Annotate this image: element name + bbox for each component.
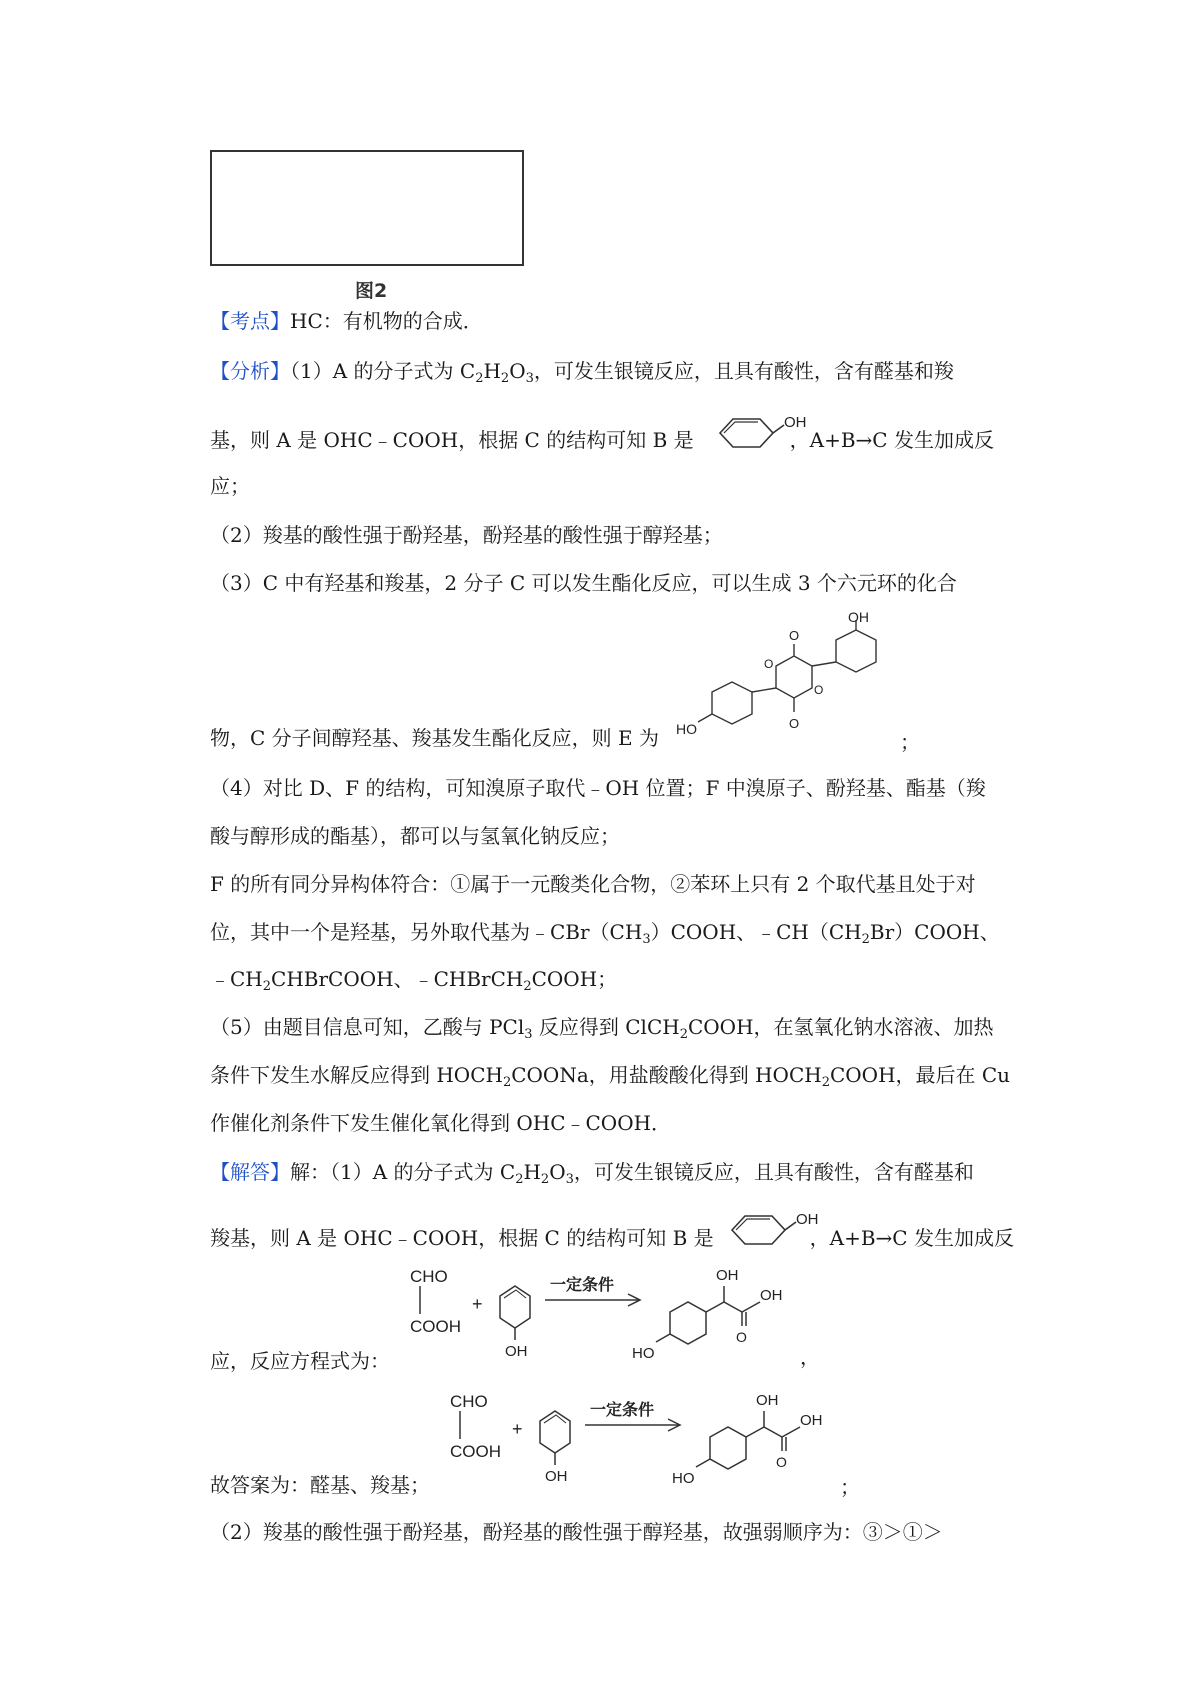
ring-o-label: O — [814, 683, 824, 697]
oh-label: OH — [760, 1287, 783, 1304]
formula-h: H — [523, 1160, 541, 1184]
cooh-label: COOH — [450, 1442, 501, 1461]
carbonyl-o-label: O — [789, 628, 800, 643]
fenxi-para-3b — [210, 724, 659, 752]
fenxi-para-4b: 酸与醇形成的酯基），都可以与氢氧化钠反应； — [210, 824, 620, 848]
cho-label: CHO — [410, 1267, 448, 1286]
jieda-line-4-end: ； — [840, 1475, 860, 1499]
subscript: 2 — [500, 371, 510, 386]
subscript: 3 — [524, 1027, 533, 1042]
fenxi-text: 位，其中一个是羟基，另外取代基为﹣CBr（CH — [210, 920, 643, 944]
fenxi-text: COOH，最后在 Cu — [829, 1063, 1011, 1087]
oh-label: OH — [784, 414, 807, 431]
oh-label: OH — [796, 1211, 819, 1228]
subscript: 3 — [642, 932, 651, 947]
oh-label: OH — [716, 1267, 739, 1284]
reaction-equation-image — [440, 1385, 860, 1495]
ho-label: HO — [632, 1345, 655, 1362]
reaction-equation-image — [400, 1260, 820, 1370]
fenxi-para-2: （2）羧基的酸性强于酚羟基，酚羟基的酸性强于醇羟基； — [210, 523, 723, 547]
compound-e-structure-image — [676, 609, 916, 746]
fenxi-para-3a: （3）C 中有羟基和羧基，2 分子 C 可以发生酯化反应，可以生成 3 个六元环的化合 — [210, 571, 957, 595]
fenxi-text: 物，C 分子间醇羟基、羧基发生酯化反应，则 E 为 — [210, 726, 659, 750]
reaction-condition-label: 一定条件 — [590, 1400, 655, 1419]
plus-sign: + — [472, 1294, 483, 1314]
fenxi-para-5b — [210, 1061, 1010, 1089]
carbonyl-o-label: O — [776, 1454, 787, 1470]
fenxi-text: （1）A 的分子式为 C — [290, 359, 476, 383]
fenxi-para-4d — [210, 918, 1000, 946]
fenxi-text: 基，则 A 是 OHC﹣COOH，根据 C 的结构可知 B 是 — [210, 428, 694, 452]
subscript: 2 — [475, 371, 484, 386]
jieda-tag: 【解答】 — [210, 1160, 290, 1184]
jieda-line-3: 应，反应方程式为： — [210, 1349, 390, 1373]
fenxi-text: COOH，在氢氧化钠水溶液、加热 — [687, 1015, 994, 1039]
jieda-line-2 — [210, 1224, 1014, 1252]
fenxi-text: 反应得到 ClCH — [532, 1015, 680, 1039]
fenxi-para-5c: 作催化剂条件下发生催化氧化得到 OHC﹣COOH． — [210, 1111, 672, 1135]
formula-o: O — [549, 1160, 566, 1184]
subscript: 3 — [565, 1172, 574, 1187]
subscript: 3 — [525, 371, 534, 386]
fenxi-text: COOH； — [531, 967, 618, 991]
fenxi-text: ）COOH、﹣CH（CH — [650, 920, 862, 944]
fenxi-text: Br）COOH、 — [869, 920, 1000, 944]
jieda-text: ，A+B→C 发生加成反 — [809, 1226, 1014, 1250]
formula-h: H — [483, 359, 501, 383]
fenxi-text: ，A+B→C 发生加成反 — [789, 428, 994, 452]
subscript: 2 — [679, 1027, 688, 1042]
plus-sign: + — [512, 1419, 523, 1439]
reaction-condition-label: 一定条件 — [550, 1275, 615, 1294]
subscript: 2 — [262, 979, 272, 994]
subscript: 2 — [515, 1172, 524, 1187]
subscript: 2 — [523, 979, 532, 994]
fenxi-para-4c: F 的所有同分异构体符合：①属于一元酸类化合物，②苯环上只有 2 个取代基且处于对 — [210, 872, 976, 896]
subscript: 2 — [861, 932, 870, 947]
figure2-caption: 图2 — [355, 280, 388, 302]
jieda-text: 羧基，则 A 是 OHC﹣COOH，根据 C 的结构可知 B 是 — [210, 1226, 714, 1250]
subscript: 2 — [502, 1075, 512, 1090]
fenxi-para-3c: ； — [900, 730, 920, 754]
fenxi-text: （5）由题目信息可知，乙酸与 PCl — [210, 1015, 525, 1039]
ho-label: HO — [676, 721, 697, 737]
formula-o: O — [509, 359, 526, 383]
fenxi-tag: 【分析】 — [210, 359, 290, 383]
subscript: 2 — [821, 1075, 830, 1090]
figure2-image-frame — [210, 150, 524, 266]
jieda-line-5: （2）羧基的酸性强于酚羟基，酚羟基的酸性强于醇羟基，故强弱顺序为：③＞①＞ — [210, 1520, 943, 1544]
ho-label: HO — [672, 1470, 695, 1487]
cho-label: CHO — [450, 1392, 488, 1411]
carbonyl-o-label: O — [736, 1329, 747, 1345]
fenxi-line-3: 应； — [210, 474, 250, 498]
fenxi-text: ，可发生银镜反应，且具有酸性，含有醛基和羧 — [533, 359, 954, 383]
oh-label: OH — [848, 609, 869, 625]
fenxi-text: ﹣CH — [210, 967, 263, 991]
kaodian-line — [210, 307, 483, 335]
jieda-text: 解：（1）A 的分子式为 C — [290, 1160, 516, 1184]
subscript: 2 — [540, 1172, 550, 1187]
jieda-line-3-end: ， — [800, 1345, 820, 1369]
carbonyl-o-label: O — [789, 716, 800, 731]
phenol-structure-image — [708, 411, 808, 455]
oh-label: OH — [505, 1343, 528, 1360]
fenxi-text: COONa，用盐酸酸化得到 HOCH — [511, 1063, 822, 1087]
fenxi-text: CHBrCOOH、﹣CHBrCH — [271, 967, 524, 991]
fenxi-line-2 — [210, 426, 994, 454]
kaodian-tag: 【考点】 — [210, 309, 290, 333]
fenxi-text: 条件下发生水解反应得到 HOCH — [210, 1063, 503, 1087]
fenxi-para-4a: （4）对比 D、F 的结构，可知溴原子取代﹣OH 位置；F 中溴原子、酚羟基、酯基（羧 — [210, 776, 986, 800]
ring-o-label: O — [764, 657, 774, 671]
oh-label: OH — [545, 1468, 568, 1485]
jieda-line-1 — [210, 1158, 974, 1186]
fenxi-line-1 — [210, 357, 954, 385]
jieda-text: ，可发生银镜反应，且具有酸性，含有醛基和 — [573, 1160, 974, 1184]
jieda-line-4: 故答案为：醛基、羧基； — [210, 1473, 430, 1497]
oh-label: OH — [756, 1392, 779, 1409]
oh-label: OH — [800, 1412, 823, 1429]
kaodian-text: HC：有机物的合成． — [290, 309, 483, 333]
phenol-structure-image — [720, 1208, 820, 1252]
fenxi-para-4e — [210, 965, 617, 993]
cooh-label: COOH — [410, 1317, 461, 1336]
fenxi-para-5a — [210, 1013, 994, 1041]
